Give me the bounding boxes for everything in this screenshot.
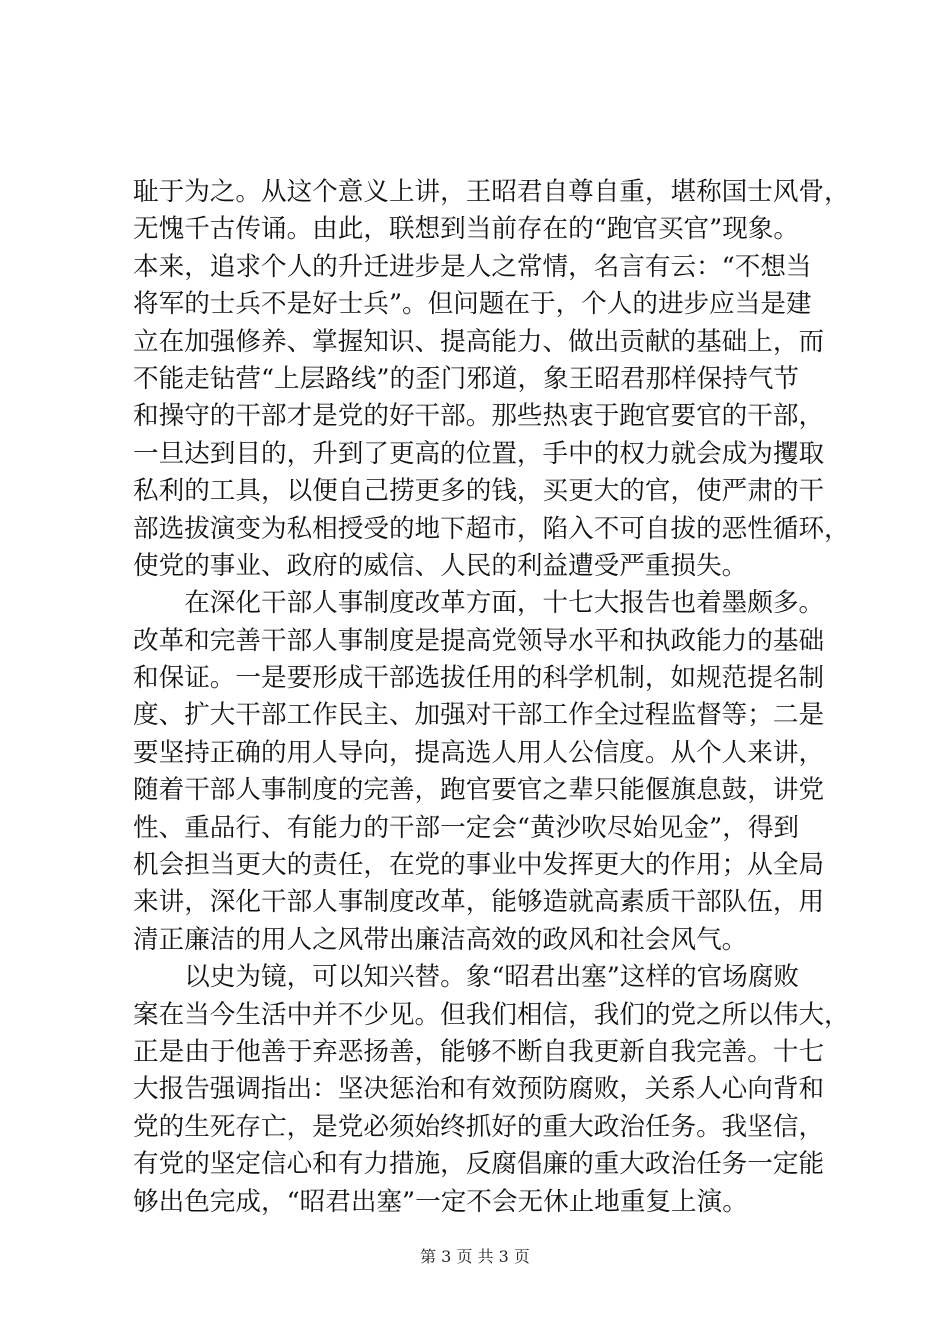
text-line: 一旦达到目的，升到了更高的位置，手中的权力就会成为攫取 xyxy=(133,438,825,469)
text-line: 立在加强修养、掌握知识、提高能力、做出贡献的基础上，而 xyxy=(133,326,825,357)
text-line: 够出色完成，“昭君出塞”一定不会无休止地重复上演。 xyxy=(133,1186,748,1217)
text-line: 要坚持正确的用人导向，提高选人用人公信度。从个人来讲， xyxy=(133,737,825,768)
page-number-footer: 第 3 页 共 3 页 xyxy=(420,1247,530,1266)
text-line: 正是由于他善于弃恶扬善，能够不断自我更新自我完善。十七 xyxy=(133,1036,825,1067)
text-line: 性、重品行、有能力的干部一定会“黄沙吹尽始见金”，得到 xyxy=(133,812,800,843)
text-line: 无愧千古传诵。由此，联想到当前存在的“跑官买官”现象。 xyxy=(133,214,800,245)
text-line: 耻于为之。从这个意义上讲，王昭君自尊自重，堪称国士风骨， xyxy=(133,177,850,207)
text-line: 随着干部人事制度的完善，跑官要官之辈只能偃旗息鼓，讲党 xyxy=(133,775,825,806)
text-line: 党的生死存亡，是党必须始终抓好的重大政治任务。我坚信， xyxy=(133,1111,825,1142)
text-line: 在深化干部人事制度改革方面，十七大报告也着墨颇多。 xyxy=(133,588,825,619)
text-line: 不能走钻营“上层路线”的歪门邪道，象王昭君那样保持气节 xyxy=(133,363,800,394)
text-line: 度、扩大干部工作民主、加强对干部工作全过程监督等；二是 xyxy=(133,700,825,731)
text-line: 和操守的干部才是党的好干部。那些热衷于跑官要官的干部， xyxy=(133,401,825,432)
text-line: 清正廉洁的用人之风带出廉洁高效的政风和社会风气。 xyxy=(133,924,748,955)
text-line: 部选拔演变为私相授受的地下超市，陷入不可自拔的恶性循环， xyxy=(133,513,850,544)
text-line: 使党的事业、政府的威信、人民的利益遭受严重损失。 xyxy=(133,550,748,581)
text-line: 机会担当更大的责任，在党的事业中发挥更大的作用；从全局 xyxy=(133,850,825,881)
text-line: 来讲，深化干部人事制度改革，能够造就高素质干部队伍，用 xyxy=(133,887,825,918)
text-line: 改革和完善干部人事制度是提高党领导水平和执政能力的基础 xyxy=(133,625,825,656)
text-line: 案在当今生活中并不少见。但我们相信，我们的党之所以伟大， xyxy=(133,999,850,1030)
text-line: 大报告强调指出：坚决惩治和有效预防腐败，关系人心向背和 xyxy=(133,1074,825,1105)
text-line: 本来，追求个人的升迁进步是人之常情，名言有云：“不想当 xyxy=(133,251,812,282)
text-line: 以史为镜，可以知兴替。象“昭君出塞”这样的官场腐败 xyxy=(133,962,800,993)
text-line: 有党的坚定信心和有力措施，反腐倡廉的重大政治任务一定能 xyxy=(133,1149,825,1180)
text-line: 将军的士兵不是好士兵”。但问题在于，个人的进步应当是建 xyxy=(133,289,812,320)
text-line: 私利的工具，以便自己捞更多的钱，买更大的官，使严肃的干 xyxy=(133,476,825,507)
document-body xyxy=(133,174,850,1221)
text-line: 和保证。一是要形成干部选拔任用的科学机制，如规范提名制 xyxy=(133,663,825,694)
